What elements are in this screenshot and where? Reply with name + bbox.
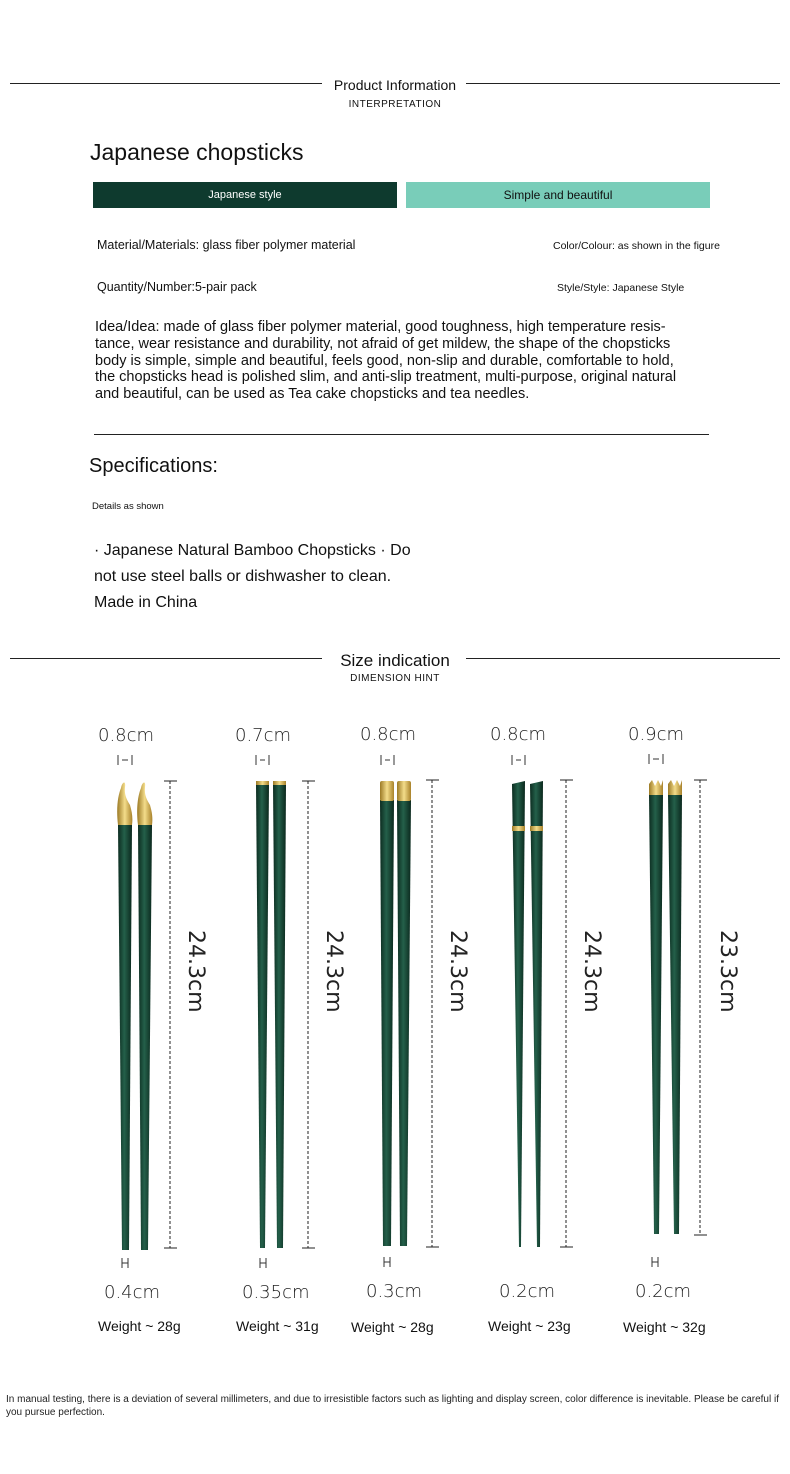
spec-note-line1: · Japanese Natural Bamboo Chopsticks · Do: [94, 542, 411, 559]
chopstick-3-weight: Weight ~ 28g: [351, 1319, 434, 1335]
chopstick-4-top-width: 0.8cm: [490, 724, 547, 745]
tag-japanese-style: Japanese style: [93, 182, 397, 208]
chopstick-1-length: 24.3cm: [183, 930, 208, 1013]
spec-note-line3: Made in China: [94, 594, 198, 611]
material-field: Material/Materials: glass fiber polymer material: [97, 238, 356, 252]
product-info-title: Product Information: [333, 77, 457, 93]
chopstick-5-weight: Weight ~ 32g: [623, 1319, 706, 1335]
chopstick-5-length: 23.3cm: [715, 930, 740, 1013]
color-field: Color/Colour: as shown in the figure: [553, 240, 720, 252]
chopstick-pair-3: [380, 781, 411, 1246]
bottom-width-markers: [122, 1257, 658, 1268]
chopstick-3-bottom-width: 0.3cm: [366, 1281, 423, 1302]
quantity-field: Quantity/Number:5-pair pack: [97, 280, 257, 294]
chopstick-4-weight: Weight ~ 23g: [488, 1318, 571, 1334]
spec-note-line2: not use steel balls or dishwasher to clean.: [94, 568, 392, 585]
chopstick-2-bottom-width: 0.35cm: [242, 1282, 310, 1303]
idea-description: Idea/Idea: made of glass fiber polymer material, good toughness, high temperature resis-tance, wear resistance and durability, not afraid of get mildew, the shape of the chopsticks body is simple, simple and beautiful, feels good, non-slip and durable, comfortable to hold, the chopsticks head is polished slim, and anti-slip treatment, multi-purpose, original natural and beautiful, can be used as Tea cake chopsticks and tea needles.: [95, 319, 677, 403]
chopstick-5-bottom-width: 0.2cm: [635, 1281, 692, 1302]
size-subtitle: DIMENSION HINT: [350, 673, 440, 684]
product-name: Japanese chopsticks: [90, 139, 304, 165]
chopstick-1-bottom-width: 0.4cm: [104, 1282, 161, 1303]
chopstick-pair-1: [117, 783, 152, 1250]
size-title: Size indication: [340, 651, 450, 670]
style-field: Style/Style: Japanese Style: [557, 282, 685, 294]
chopstick-pair-4: [512, 781, 543, 1247]
chopstick-pair-5: [649, 780, 682, 1234]
product-info-subtitle: INTERPRETATION: [348, 99, 442, 110]
chopstick-1-weight: Weight ~ 28g: [98, 1318, 181, 1334]
specifications-title: Specifications:: [89, 455, 218, 477]
chopstick-3-top-width: 0.8cm: [360, 724, 417, 745]
tag-simple-beautiful: Simple and beautiful: [406, 182, 710, 208]
chopstick-2-weight: Weight ~ 31g: [236, 1318, 319, 1334]
chopstick-pair-2: [256, 781, 286, 1248]
footer-disclaimer: In manual testing, there is a deviation of several millimeters, and due to irresistible factors such as lighting and display screen, color difference is inevitable. Please be careful if you pursue perfection.: [6, 1394, 779, 1418]
details-note: Details as shown: [92, 501, 164, 512]
top-width-markers: [118, 754, 663, 765]
divider-spec: [94, 434, 709, 435]
chopstick-3-length: 24.3cm: [445, 930, 470, 1013]
chopstick-5-top-width: 0.9cm: [628, 724, 685, 745]
chopstick-4-bottom-width: 0.2cm: [499, 1281, 556, 1302]
spec-note: [94, 538, 444, 616]
chopstick-2-length: 24.3cm: [321, 930, 346, 1013]
chopstick-4-length: 24.3cm: [579, 930, 604, 1013]
chopstick-2-top-width: 0.7cm: [235, 725, 292, 746]
chopstick-1-top-width: 0.8cm: [98, 725, 155, 746]
length-dimension-lines: [164, 780, 707, 1248]
